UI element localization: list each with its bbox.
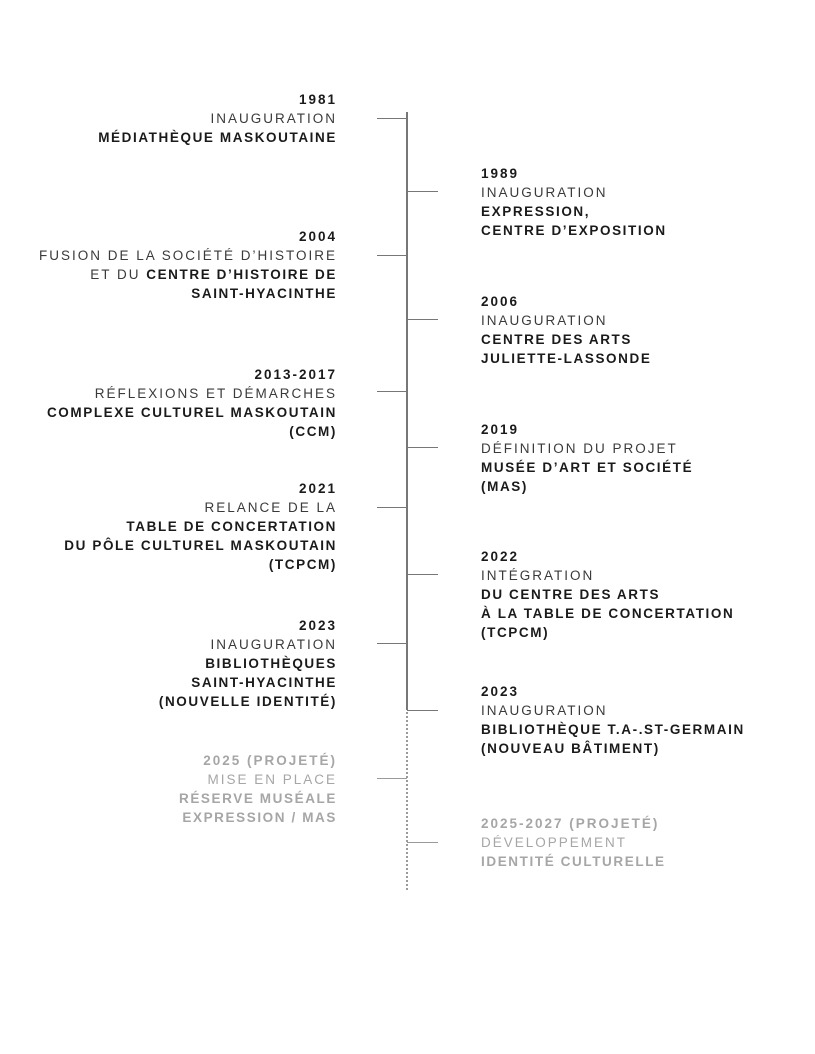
- event-title: SAINT-HYACINTHE: [191, 675, 337, 690]
- event-line: [481, 720, 745, 739]
- event-year: 2023: [481, 684, 520, 699]
- timeline-event: [481, 547, 734, 642]
- event-line: [64, 536, 337, 555]
- timeline-tick: [407, 191, 438, 192]
- event-title: DU CENTRE DES ARTS: [481, 587, 661, 602]
- event-title: (TCPCM): [268, 557, 337, 572]
- event-description: INAUGURATION: [481, 313, 608, 328]
- event-title: JULIETTE-LASSONDE: [481, 351, 652, 366]
- timeline-event: [481, 420, 693, 496]
- event-year: 2021: [298, 481, 337, 496]
- timeline-event: [64, 479, 337, 574]
- event-year: 2019: [481, 422, 520, 437]
- timeline-tick: [407, 574, 438, 575]
- event-description: INAUGURATION: [481, 185, 608, 200]
- timeline-event: [481, 814, 666, 871]
- timeline-tick: [377, 255, 407, 256]
- event-line: [481, 739, 745, 758]
- timeline-event: [481, 292, 651, 368]
- event-title: CENTRE D’EXPOSITION: [481, 223, 667, 238]
- event-line: [39, 284, 337, 303]
- event-title: EXPRESSION,: [481, 204, 591, 219]
- timeline-tick: [377, 778, 407, 779]
- event-line: [481, 439, 693, 458]
- event-year: 1989: [481, 166, 520, 181]
- event-line: [481, 852, 666, 871]
- event-line: [39, 265, 337, 284]
- event-title: DU PÔLE CULTUREL MASKOUTAIN: [64, 538, 337, 553]
- event-title: À LA TABLE DE CONCERTATION: [481, 606, 735, 621]
- event-line: [159, 654, 337, 673]
- timeline-tick: [407, 710, 438, 711]
- event-title: BIBLIOTHÈQUES: [205, 656, 337, 671]
- event-line: [179, 770, 337, 789]
- event-description: ET DU: [90, 267, 147, 282]
- event-line: [481, 701, 745, 720]
- event-line: [481, 183, 667, 202]
- event-title: TABLE DE CONCERTATION: [126, 519, 337, 534]
- event-year: 2006: [481, 294, 520, 309]
- event-line: [481, 585, 734, 604]
- event-description: FUSION DE LA SOCIÉTÉ D’HISTOIRE: [38, 248, 337, 263]
- event-title: RÉSERVE MUSÉALE: [178, 791, 337, 806]
- timeline-tick: [407, 842, 438, 843]
- event-year: 2025-2027 (PROJETÉ): [481, 816, 660, 831]
- event-line: [159, 673, 337, 692]
- event-title: SAINT-HYACINTHE: [191, 286, 337, 301]
- timeline-event: [39, 227, 337, 303]
- event-description: INTÉGRATION: [481, 568, 595, 583]
- event-line: [64, 555, 337, 574]
- event-title: (NOUVELLE IDENTITÉ): [158, 694, 337, 709]
- event-line: [481, 349, 651, 368]
- event-title: COMPLEXE CULTUREL MASKOUTAIN: [46, 405, 337, 420]
- event-line: [179, 808, 337, 827]
- timeline-event: [98, 90, 337, 147]
- event-line: [481, 833, 666, 852]
- event-title: (MAS): [481, 479, 528, 494]
- event-description: DÉFINITION DU PROJET: [481, 441, 678, 456]
- timeline-axis-projected: [406, 712, 408, 890]
- event-title: (TCPCM): [481, 625, 550, 640]
- event-year: 2022: [481, 549, 520, 564]
- event-line: [98, 109, 337, 128]
- event-title: CENTRE DES ARTS: [481, 332, 633, 347]
- timeline-event: [47, 365, 337, 441]
- event-description: RELANCE DE LA: [204, 500, 337, 515]
- event-line: [64, 498, 337, 517]
- timeline-event: [179, 751, 337, 827]
- event-title: EXPRESSION / MAS: [182, 810, 337, 825]
- event-line: [159, 692, 337, 711]
- event-line: [98, 128, 337, 147]
- event-line: [481, 221, 667, 240]
- event-line: [481, 477, 693, 496]
- event-line: [159, 635, 337, 654]
- event-title: (NOUVEAU BÂTIMENT): [481, 741, 660, 756]
- event-line: [481, 311, 651, 330]
- event-year: 2023: [298, 618, 337, 633]
- event-description: RÉFLEXIONS ET DÉMARCHES: [94, 386, 337, 401]
- timeline-event: [159, 616, 337, 711]
- event-description: DÉVELOPPEMENT: [481, 835, 628, 850]
- event-line: [481, 623, 734, 642]
- timeline-axis: [406, 112, 408, 710]
- event-title: CENTRE D’HISTOIRE DE: [146, 267, 337, 282]
- timeline-tick: [377, 643, 407, 644]
- event-year: 1981: [298, 92, 337, 107]
- event-title: BIBLIOTHÈQUE T.A-.ST-GERMAIN: [481, 722, 745, 737]
- event-title: (CCM): [289, 424, 337, 439]
- event-line: [179, 789, 337, 808]
- event-title: IDENTITÉ CULTURELLE: [481, 854, 666, 869]
- event-line: [481, 604, 734, 623]
- event-line: [481, 566, 734, 585]
- timeline-tick: [377, 507, 407, 508]
- event-description: MISE EN PLACE: [207, 772, 337, 787]
- event-line: [481, 330, 651, 349]
- event-year: 2004: [298, 229, 337, 244]
- event-line: [47, 403, 337, 422]
- timeline-tick: [407, 447, 438, 448]
- timeline-tick: [377, 118, 407, 119]
- timeline-tick: [377, 391, 407, 392]
- timeline-event: [481, 164, 667, 240]
- event-year: 2013-2017: [254, 367, 337, 382]
- event-year: 2025 (PROJETÉ): [203, 753, 337, 768]
- event-description: INAUGURATION: [210, 637, 337, 652]
- timeline-event: [481, 682, 745, 758]
- event-line: [64, 517, 337, 536]
- event-description: INAUGURATION: [481, 703, 608, 718]
- timeline-tick: [407, 319, 438, 320]
- event-line: [47, 422, 337, 441]
- event-line: [481, 458, 693, 477]
- event-title: MÉDIATHÈQUE MASKOUTAINE: [98, 130, 337, 145]
- event-description: INAUGURATION: [210, 111, 337, 126]
- event-title: MUSÉE D’ART ET SOCIÉTÉ: [481, 460, 694, 475]
- event-line: [47, 384, 337, 403]
- event-line: [481, 202, 667, 221]
- event-line: [39, 246, 337, 265]
